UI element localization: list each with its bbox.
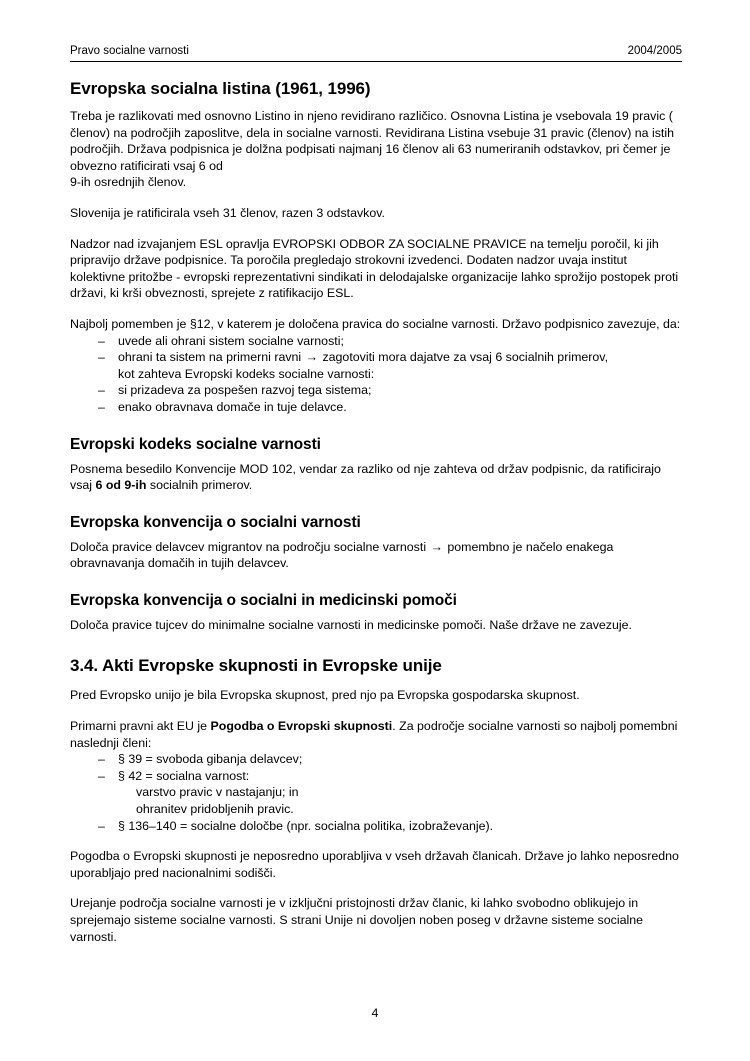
paragraph-text-part2: socialnih primerov.: [146, 478, 253, 493]
list-item: [70, 768, 670, 818]
subsection-heading-konvencija-medicinska-pomoc: Evropska konvencija o socialni in medicinski pomoči: [70, 591, 457, 609]
paragraph-osrednji-cleni: 9-ih osrednjih členov.: [70, 175, 187, 190]
dash-bullet-icon: –: [98, 768, 105, 783]
list-item-label-part2: zagotoviti mora dajatve za vsaj 6 socialnih primerov,: [319, 350, 609, 365]
emphasis-pogodba-o-evropski-skupnosti: Pogodba o Evropski skupnosti: [210, 719, 393, 734]
arrow-right-icon: →: [305, 350, 319, 365]
paragraph-konvencija-medicinska-pomoc: Določa pravice tujcev do minimalne socialne varnosti in medicinske pomoči. Naše države ne zavezuje.: [70, 617, 632, 632]
header-course-title: Pravo socialne varnosti: [70, 45, 189, 57]
list-obveznosti-drzave-podpisnice: [70, 333, 670, 416]
header-academic-year: 2004/2005: [627, 45, 682, 57]
list-item-label-part1: ohrani ta sistem na primerni ravni: [118, 350, 305, 365]
list-item: [70, 399, 670, 416]
paragraph-neposredna-uporabljivost: Pogodba o Evropski skupnosti je neposredno uporabljiva v vseh državah članicah. Države jo lahko neposredno uporabljajo pred nacionalnimi sodišči.: [70, 849, 679, 880]
list-item: [70, 349, 670, 382]
list-item-continuation: kot zahteva Evropski kodeks socialne varnosti:: [118, 366, 375, 381]
dash-bullet-icon: –: [98, 752, 105, 767]
paragraph-nadzor-esl: Nadzor nad izvajanjem ESL opravlja EVROPSKI ODBOR ZA SOCIALNE PRAVICE na temelju poročil, ki jih pripravijo države podpisnice. Ta poročila pregledajo strokovni izvedenci. Dodaten nadzor uvaja institut kolektivne pritožbe - evropski reprezentativni sindikati in delodajalske organizacije lahko sprožijo postopek proti državi, ki krši obveznosti, sprejete z ratifikacijo ESL.: [70, 236, 679, 301]
list-item: [70, 818, 670, 835]
list-item-label: uvede ali ohrani sistem socialne varnosti;: [118, 333, 344, 348]
list-item: [70, 751, 670, 768]
dash-bullet-icon: –: [98, 383, 105, 398]
emphasis-6-od-9: 6 od 9-ih: [95, 478, 147, 493]
list-item-label: § 39 = svoboda gibanja delavcev;: [118, 752, 303, 767]
paragraph-eu-predhodnice: Pred Evropsko unijo je bila Evropska skupnost, pred njo pa Evropska gospodarska skupnost.: [70, 688, 580, 703]
paragraph-text-part2: pomembno je načelo enakega obravnavanja domačih in tujih delavcev.: [70, 539, 614, 571]
paragraph-primarni-pravni-akt: [70, 718, 682, 751]
paragraph-text-part1: Posnema besedilo Konvencije MOD 102, vendar za razliko od nje zahteva od držav podpisnic, da ratificirajo vsaj: [70, 461, 661, 493]
paragraph-text-part1: Določa pravice delavcev migrantov na področju socialne varnosti: [70, 539, 430, 554]
list-item-label: si prizadeva za pospešen razvoj tega sistema;: [118, 383, 372, 398]
list-item: [70, 382, 670, 399]
list-cleni-pogodbe: [70, 751, 670, 834]
dash-bullet-icon: –: [98, 333, 105, 348]
paragraph-text-part2: . Za področje socialne varnosti so najbolj pomembni naslednji členi:: [70, 719, 678, 750]
paragraph-konvencija-socialna-varnost: [70, 539, 682, 572]
list-item-label: § 136–140 = socialne določbe (npr. socialna politika, izobraževanje).: [118, 818, 494, 833]
subsection-heading-konvencija-socialna-varnost: Evropska konvencija o socialni varnosti: [70, 513, 361, 531]
paragraph-text-part1: Primarni pravni akt EU je: [70, 719, 211, 734]
list-item-continuation: varstvo pravic v nastajanju; in: [136, 785, 299, 800]
paragraph-osnovna-listina: Treba je razlikovati med osnovno Listino in njeno revidirano različico. Osnovna Listina je vsebovala 19 pravic ( členov) na področjih zaposlitve, dela in socialne varnosti. Revidirana Listina vsebuje 31 pravic (členov) na istih področjih. Država podpisnica je dolžna podpisati najmanj 16 členov ali 63 numeriranih odstavkov, pri čemer je obvezno ratificirati vsaj 6 od: [70, 109, 675, 173]
paragraph-clen-12: Najbolj pomemben je §12, v katerem je določena pravica do socialne varnosti. Državo podpisnico zavezuje, da:: [70, 316, 681, 331]
dash-bullet-icon: –: [98, 818, 105, 833]
list-item-label: enako obravnava domače in tuje delavce.: [118, 399, 347, 414]
list-item: [70, 333, 670, 350]
paragraph-evropski-kodeks: [70, 461, 682, 494]
list-item-label: § 42 = socialna varnost:: [118, 768, 250, 783]
dash-bullet-icon: –: [98, 350, 105, 365]
chapter-heading-3-4: 3.4. Akti Evropske skupnosti in Evropske unije: [70, 656, 442, 676]
paragraph-slovenija-ratifikacija: Slovenija je ratificirala vseh 31 členov, razen 3 odstavkov.: [70, 205, 385, 220]
dash-bullet-icon: –: [98, 399, 105, 414]
section-heading-evropska-socialna-listina: Evropska socialna listina (1961, 1996): [70, 79, 371, 98]
page-header: [70, 44, 682, 62]
page-number: 4: [371, 1006, 379, 1020]
list-item-continuation: ohranitev pridobljenih pravic.: [136, 802, 294, 817]
paragraph-izkljucna-pristojnost: Urejanje področja socialne varnosti je v izključni pristojnosti držav članic, ki lahko svobodno oblikujejo in sprejemajo sisteme socialne varnosti. S strani Unije ni dovoljen noben poseg v državne sisteme socialne varnosti.: [70, 896, 644, 944]
arrow-right-icon: →: [430, 539, 443, 554]
subsection-heading-evropski-kodeks: Evropski kodeks socialne varnosti: [70, 435, 321, 453]
